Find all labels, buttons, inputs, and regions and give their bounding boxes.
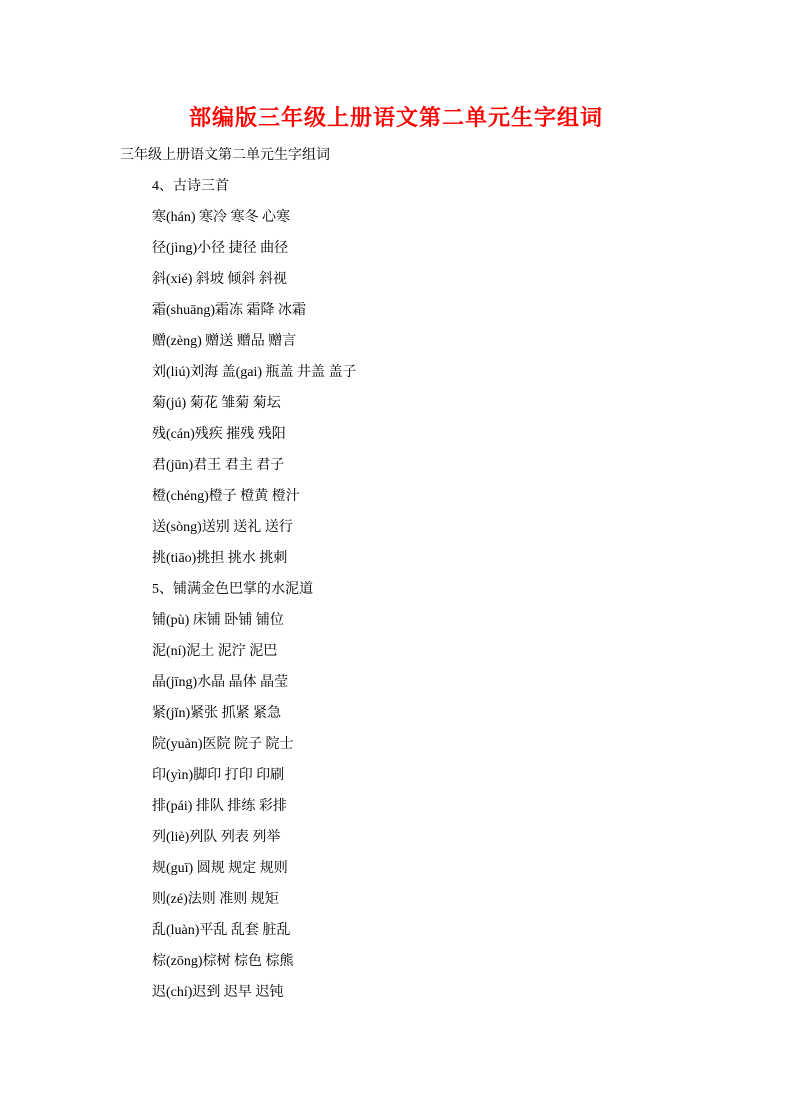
doc-line: 则(zé)法则 准则 规矩 bbox=[152, 892, 279, 907]
vocabulary-lines bbox=[120, 171, 672, 1008]
doc-line: 印(yìn)脚印 打印 印刷 bbox=[152, 768, 285, 783]
doc-line: 残(cán)残疾 摧残 残阳 bbox=[152, 427, 286, 442]
doc-line: 列(liè)列队 列表 列举 bbox=[152, 830, 281, 845]
doc-line: 径(jìng)小径 捷径 曲径 bbox=[152, 241, 289, 256]
doc-line: 君(jūn)君王 君主 君子 bbox=[152, 458, 285, 473]
document-subtitle: 三年级上册语文第二单元生字组词 bbox=[120, 148, 330, 163]
doc-line: 晶(jīng)水晶 晶体 晶莹 bbox=[152, 675, 289, 690]
doc-line: 送(sòng)送别 送礼 送行 bbox=[152, 520, 293, 535]
doc-line: 赠(zèng) 赠送 赠品 赠言 bbox=[152, 334, 297, 349]
doc-line: 橙(chéng)橙子 橙黄 橙汁 bbox=[152, 489, 300, 504]
doc-line: 斜(xié) 斜坡 倾斜 斜视 bbox=[152, 272, 287, 287]
doc-line: 4、古诗三首 bbox=[152, 179, 229, 194]
doc-line: 迟(chí)迟到 迟早 迟钝 bbox=[152, 985, 284, 1000]
doc-line: 霜(shuāng)霜冻 霜降 冰霜 bbox=[152, 303, 306, 318]
doc-line: 棕(zōng)棕树 棕色 棕熊 bbox=[152, 954, 294, 969]
doc-line: 紧(jǐn)紧张 抓紧 紧急 bbox=[152, 706, 282, 721]
doc-line: 菊(jú) 菊花 雏菊 菊坛 bbox=[152, 396, 281, 411]
doc-line: 铺(pù) 床铺 卧铺 铺位 bbox=[152, 613, 284, 628]
doc-line: 乱(luàn)平乱 乱套 脏乱 bbox=[152, 923, 291, 938]
document-title: 部编版三年级上册语文第二单元生字组词 bbox=[188, 105, 603, 130]
doc-line: 规(guī) 圆规 规定 规则 bbox=[152, 861, 288, 876]
doc-line: 院(yuàn)医院 院子 院士 bbox=[152, 737, 294, 752]
doc-line: 泥(ní)泥土 泥泞 泥巴 bbox=[152, 644, 278, 659]
doc-line: 5、铺满金色巴掌的水泥道 bbox=[152, 582, 313, 597]
doc-line: 寒(hán) 寒冷 寒冬 心寒 bbox=[152, 210, 291, 225]
doc-line: 排(pái) 排队 排练 彩排 bbox=[152, 799, 287, 814]
doc-line: 挑(tiāo)挑担 挑水 挑刺 bbox=[152, 551, 288, 566]
doc-line: 刘(liú)刘海 盖(gai) 瓶盖 井盖 盖子 bbox=[152, 365, 357, 380]
